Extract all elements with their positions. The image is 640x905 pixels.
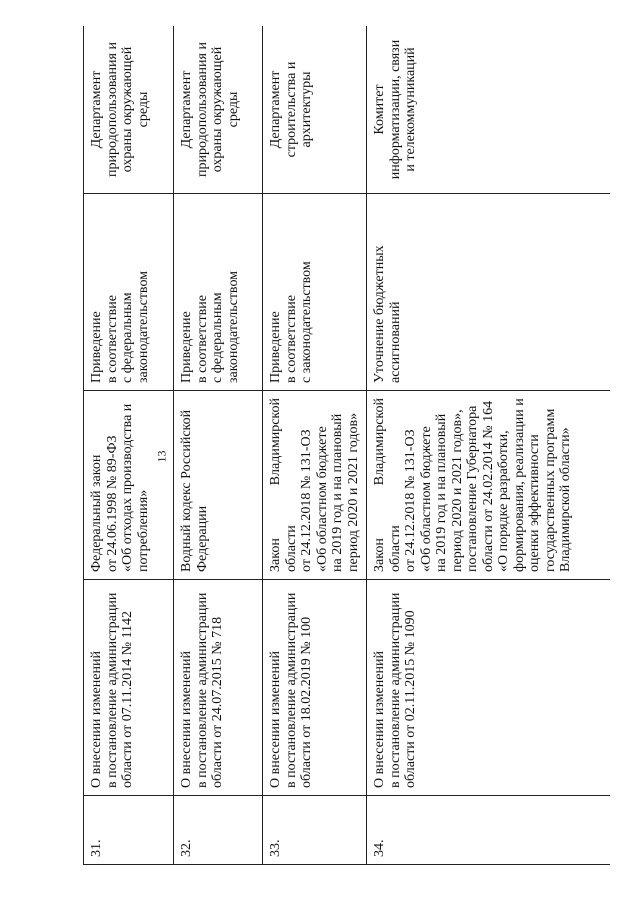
reason-cell (84, 194, 174, 391)
legal-acts-table (83, 26, 610, 865)
legal-basis-line: государственных программ (542, 408, 558, 572)
department-cell (84, 26, 174, 194)
department-line: Департамент (268, 70, 283, 149)
reason-line: с федеральным (210, 292, 225, 383)
legal-basis-line: от 24.12.2018 № 131-ОЗ (299, 429, 314, 572)
act-title-line: области от 07.11.2014 № 1142 (120, 610, 135, 788)
department-line: среды (135, 91, 151, 128)
legal-basis-line: постановление Губернатора (465, 405, 480, 572)
row-number: 31. (84, 796, 174, 865)
legal-basis-line: от 24.06.1998 № 89-ФЗ (104, 435, 120, 572)
page-number: 13 (154, 450, 169, 463)
act-title-cell (263, 580, 367, 796)
document-table-wrapper (83, 26, 610, 865)
legal-basis-cell (174, 391, 263, 580)
act-title-line: области от 02.11.2015 № 1090 (403, 610, 418, 788)
act-title-line: в постановление администрации (104, 592, 120, 788)
reason-cell (174, 194, 263, 391)
legal-basis-line: Федерации (194, 505, 210, 572)
reason-cell (367, 194, 611, 391)
act-title-cell (174, 580, 263, 796)
legal-basis-line: «О порядке разработки, (496, 430, 511, 572)
department-cell (367, 26, 611, 194)
legal-basis-line: Владимирской области» (558, 427, 573, 572)
reason-line: ассигнований (387, 301, 403, 383)
legal-basis-line: области от 24.02.2014 № 164 (480, 400, 496, 572)
legal-basis-line: от 24.12.2018 № 131-ОЗ (403, 429, 418, 572)
row-number: 32. (174, 796, 263, 865)
legal-basis-cell (263, 391, 367, 580)
reason-line: законодательством (225, 270, 241, 383)
legal-basis-line: на 2019 год и на плановый (330, 413, 345, 572)
department-line: Департамент (89, 70, 104, 149)
act-title-line: области от 18.02.2019 № 100 (299, 616, 314, 788)
act-title-line: О внесении изменений (372, 651, 387, 788)
department-line: строительства и (283, 61, 299, 158)
department-line: информатизации, связи (387, 39, 403, 180)
department-line: Департамент (179, 70, 194, 149)
act-title-line: О внесении изменений (268, 651, 283, 788)
reason-line: с федеральным (120, 292, 135, 383)
legal-basis-line: «Об отходах производства и (120, 403, 135, 572)
legal-basis-line: период 2020 и 2021 годов», (449, 409, 465, 572)
department-line: природопользования и (194, 42, 210, 177)
legal-basis-line: «Об областном бюджете (314, 426, 330, 572)
department-line: природопользования и (104, 42, 120, 177)
reason-line: Приведение (89, 311, 104, 383)
legal-basis-line: потребления» (135, 489, 151, 572)
act-title-line: в постановление администрации (387, 592, 403, 788)
reason-line: в соответствие (283, 295, 299, 383)
table-row (367, 26, 611, 865)
department-line: охраны окружающей (120, 46, 135, 173)
row-number: 33. (263, 796, 367, 865)
department-cell (174, 26, 263, 194)
act-title-line: О внесении изменений (89, 651, 104, 788)
reason-cell (263, 194, 367, 391)
legal-basis-line: оценки эффективности (527, 434, 542, 572)
row-number: 34. (367, 796, 611, 865)
department-line: охраны окружающей (210, 46, 225, 173)
legal-basis-line: Федеральный закон (89, 454, 104, 572)
department-line: Комитет (372, 84, 387, 135)
act-title-cell (84, 580, 174, 796)
reason-line: в соответствие (104, 295, 120, 383)
act-title-line: области от 24.07.2015 № 718 (210, 616, 225, 788)
legal-basis-line: период 2020 и 2021 годов» (345, 412, 361, 572)
legal-basis-cell (84, 391, 174, 580)
reason-line: в соответствие (194, 295, 210, 383)
department-line: и телекоммуникаций (403, 47, 418, 172)
legal-basis-line: Водный кодекс Российской (179, 409, 194, 572)
department-line: архитектуры (299, 71, 314, 148)
act-title-cell (367, 580, 611, 796)
table-row (174, 26, 263, 865)
reason-line: Приведение (268, 311, 283, 383)
reason-line: законодательством (135, 270, 151, 383)
reason-line: Приведение (179, 311, 194, 383)
act-title-line: О внесении изменений (179, 651, 194, 788)
legal-basis-line: «Об областном бюджете (418, 426, 434, 572)
department-cell (263, 26, 367, 194)
legal-basis-cell (367, 391, 611, 580)
act-title-line: в постановление администрации (194, 592, 210, 788)
act-title-line: в постановление администрации (283, 592, 299, 788)
legal-basis-line: Закон Владимирской области (372, 398, 403, 572)
table-row (263, 26, 367, 865)
legal-basis-line: на 2019 год и на плановый (434, 413, 449, 572)
department-line: среды (225, 91, 241, 128)
legal-basis-line: формирования, реализации и (511, 398, 527, 572)
table-row (84, 26, 174, 865)
legal-basis-line: Закон Владимирской области (268, 398, 299, 572)
reason-line: Уточнение бюджетных (372, 245, 387, 383)
reason-line: с законодательством (299, 261, 314, 383)
